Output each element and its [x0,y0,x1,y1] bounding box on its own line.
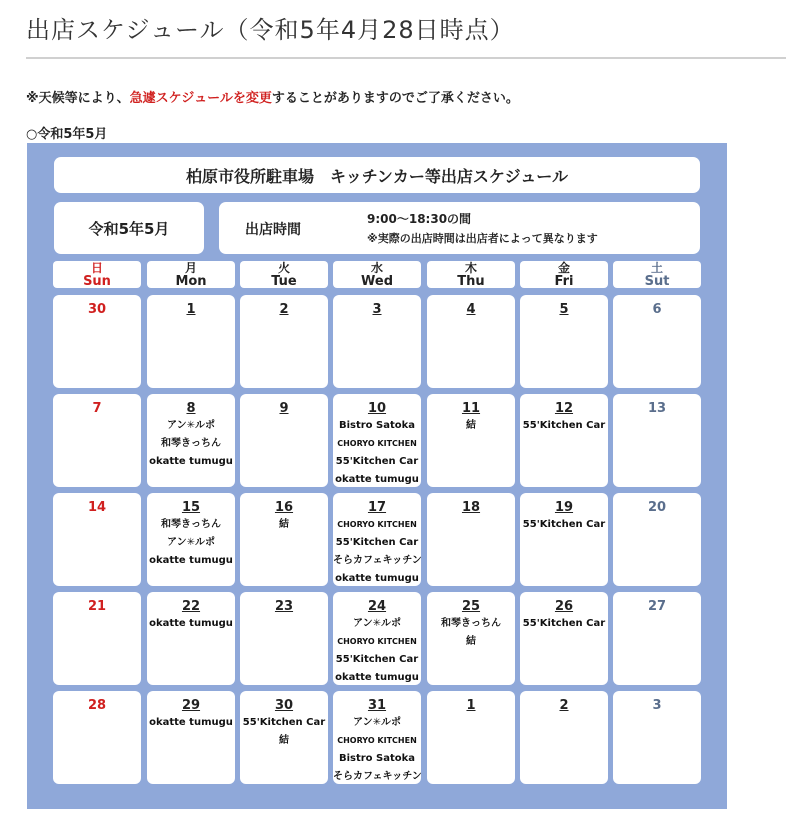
title-divider [26,57,786,59]
weekday-header-sut [613,261,701,288]
calendar-day-cell [147,592,235,685]
month-heading: ○令和5年5月 [26,127,108,142]
weekday-en: Sun [83,274,111,289]
vendor-entry: Bistro Satoka [338,420,416,431]
vendor-entry: 55'Kitchen Car [335,537,419,548]
day-number[interactable]: 30 [274,698,294,713]
calendar-day-cell [427,394,515,487]
calendar-day-cell [520,394,608,487]
day-number[interactable]: 2 [559,698,569,713]
weekday-jp: 月 [184,261,197,275]
hours-time: 9:00～18:30の間 [367,212,472,226]
vendor-entry: そらカフェキッチン [333,771,422,782]
weekday-header-fri [520,261,608,288]
calendar-day-cell [333,493,421,586]
day-number[interactable]: 2 [279,302,289,317]
vendor-entry: 和琴きっちん [161,519,221,530]
day-number[interactable]: 16 [274,500,294,515]
day-number: 21 [87,599,107,614]
day-number[interactable]: 19 [554,500,574,515]
day-number[interactable]: 15 [181,500,201,515]
weekday-header-tue [240,261,328,288]
weekday-en: Thu [457,274,485,289]
day-number[interactable]: 25 [461,599,481,614]
hours-note: ※実際の出店時間は出店者によって異なります [367,232,598,245]
calendar-day-cell [240,592,328,685]
vendor-entry: CHORYO KITCHEN [337,637,417,646]
weekday-header-sun [53,261,141,288]
vendor-entry: okatte tumugu [149,618,233,629]
day-number[interactable]: 3 [372,302,382,317]
calendar-day-cell [520,691,608,784]
notice-after: することがありますのでご了承ください。 [271,91,519,106]
day-number: 6 [652,302,662,317]
calendar-day-cell [240,691,328,784]
calendar-day-cell [333,295,421,388]
calendar-day-cell [53,493,141,586]
calendar-day-cell [520,592,608,685]
calendar-day-cell [147,493,235,586]
vendor-entry: 和琴きっちん [161,438,221,449]
day-number: 3 [652,698,662,713]
vendor-entry: アン✳ルポ [167,420,215,431]
weekday-jp: 日 [90,261,103,275]
vendor-entry: アン✳ルポ [353,618,401,629]
calendar-day-cell [53,394,141,487]
day-number[interactable]: 18 [461,500,481,515]
day-number: 14 [87,500,107,515]
vendor-entry: 55'Kitchen Car [335,654,419,665]
day-number: 13 [647,401,667,416]
day-number[interactable]: 12 [554,401,574,416]
notice-highlight: 急遽スケジュールを変更 [129,91,272,106]
vendor-entry: okatte tumugu [149,456,233,467]
calendar-day-cell [427,295,515,388]
calendar-day-cell [147,295,235,388]
notice-before: ※天候等により、 [26,91,130,106]
calendar-day-cell [240,295,328,388]
calendar-day-cell [427,493,515,586]
day-number[interactable]: 10 [367,401,387,416]
vendor-entry: 55'Kitchen Car [522,618,606,629]
day-number[interactable]: 31 [367,698,387,713]
calendar-day-cell [333,394,421,487]
calendar-day-cell [240,394,328,487]
page-title: 出店スケジュール（令和5年4月28日時点） [26,16,515,44]
vendor-entry: アン✳ルポ [167,537,215,548]
schedule-board [27,143,727,809]
vendor-entry: 55'Kitchen Car [242,717,326,728]
day-number[interactable]: 22 [181,599,201,614]
calendar-day-cell [613,493,701,586]
weekday-jp: 木 [464,261,477,275]
day-number: 28 [87,698,107,713]
schedule-banner: 柏原市役所駐車場 キッチンカー等出店スケジュール [54,157,700,193]
calendar-day-cell [427,691,515,784]
weekday-jp: 火 [277,261,290,275]
vendor-entry: 結 [279,735,289,746]
vendor-entry: 55'Kitchen Car [522,519,606,530]
vendor-entry: 結 [279,519,289,530]
calendar-day-cell [53,592,141,685]
vendor-entry: okatte tumugu [149,555,233,566]
calendar-day-cell [147,394,235,487]
day-number[interactable]: 26 [554,599,574,614]
day-number[interactable]: 1 [186,302,196,317]
day-number[interactable]: 23 [274,599,294,614]
vendor-entry: okatte tumugu [335,672,419,683]
vendor-entry: 結 [466,420,476,431]
vendor-entry: 和琴きっちん [441,618,501,629]
vendor-entry: アン✳ルポ [353,717,401,728]
weekday-jp: 土 [650,261,663,275]
calendar-day-cell [520,493,608,586]
day-number: 30 [87,302,107,317]
calendar-day-cell [333,592,421,685]
weekday-en: Wed [361,274,393,289]
weekday-header-mon [147,261,235,288]
day-number[interactable]: 5 [559,302,569,317]
month-label-box: 令和5年5月 [54,202,204,254]
weekday-jp: 金 [557,261,570,275]
vendor-entry: 55'Kitchen Car [522,420,606,431]
day-number[interactable]: 1 [466,698,476,713]
vendor-entry: CHORYO KITCHEN [337,439,417,448]
vendor-entry: そらカフェキッチン [333,555,422,566]
weekday-header-thu [427,261,515,288]
calendar-day-cell [613,691,701,784]
day-number[interactable]: 24 [367,599,387,614]
weekday-en: Mon [175,274,207,289]
day-number[interactable]: 4 [466,302,476,317]
calendar-day-cell [240,493,328,586]
vendor-entry: 55'Kitchen Car [335,456,419,467]
vendor-entry: CHORYO KITCHEN [337,736,417,745]
calendar-day-cell [613,394,701,487]
calendar-day-cell [427,592,515,685]
weekday-header-wed [333,261,421,288]
calendar-day-cell [53,295,141,388]
weekday-en: Tue [271,274,297,289]
vendor-entry: okatte tumugu [335,573,419,584]
day-number: 27 [647,599,667,614]
weekday-jp: 水 [370,261,383,275]
day-number: 20 [647,500,667,515]
weekday-en: Fri [554,274,574,289]
day-number[interactable]: 9 [279,401,289,416]
vendor-entry: okatte tumugu [149,717,233,728]
calendar-day-cell [613,295,701,388]
day-number[interactable]: 8 [186,401,196,416]
calendar-day-cell [147,691,235,784]
hours-label: 出店時間 [245,222,301,238]
vendor-entry: Bistro Satoka [338,753,416,764]
weekday-en: Sut [644,274,670,289]
day-number[interactable]: 11 [461,401,481,416]
vendor-entry: okatte tumugu [335,474,419,485]
calendar-day-cell [613,592,701,685]
calendar-day-cell [333,691,421,784]
hours-box [219,202,700,254]
calendar-day-cell [53,691,141,784]
calendar-day-cell [520,295,608,388]
vendor-entry: CHORYO KITCHEN [337,520,417,529]
day-number[interactable]: 29 [181,698,201,713]
day-number: 7 [92,401,102,416]
vendor-entry: 結 [466,636,476,647]
day-number[interactable]: 17 [367,500,387,515]
notice-text [26,87,519,106]
